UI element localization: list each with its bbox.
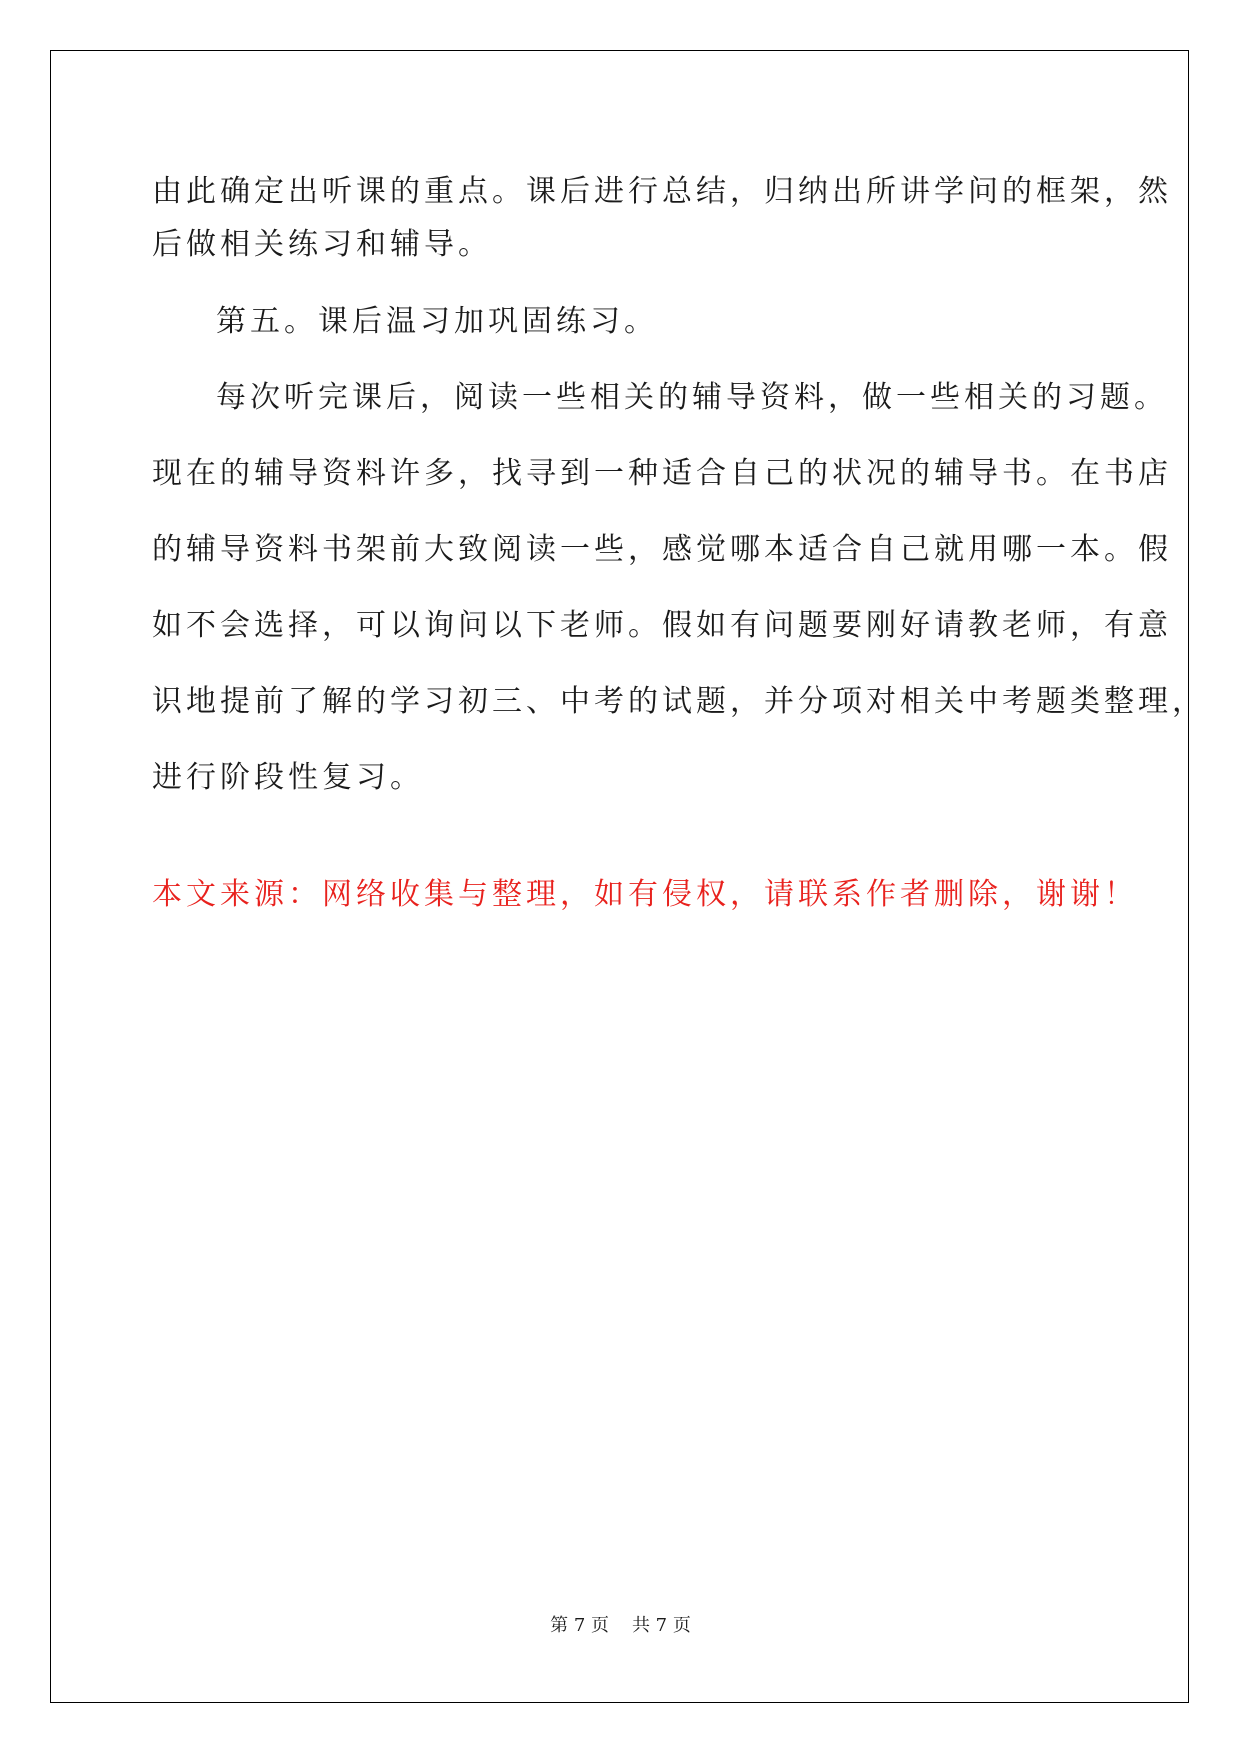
body-text-line: 如不会选择，可以询问以下老师。假如有问题要刚好请教老师，有意: [152, 608, 1172, 643]
body-text-line: 每次听完课后，阅读一些相关的辅导资料，做一些相关的习题。: [216, 380, 1168, 415]
body-text-line: 进行阶段性复习。: [152, 760, 424, 795]
body-text-line: 由此确定出听课的重点。课后进行总结，归纳出所讲学问的框架，然: [152, 174, 1172, 209]
body-text-line: 识地提前了解的学习初三、中考的试题，并分项对相关中考题类整理，: [152, 684, 1206, 719]
body-text-line: 后做相关练习和辅导。: [152, 227, 492, 262]
page-number-footer: 第 7 页 共 7 页: [550, 1615, 691, 1636]
source-disclaimer: 本文来源：网络收集与整理，如有侵权，请联系作者删除，谢谢！: [152, 877, 1138, 912]
body-text-line: 的辅导资料书架前大致阅读一些，感觉哪本适合自己就用哪一本。假: [152, 532, 1172, 567]
body-text-line: 现在的辅导资料许多，找寻到一种适合自己的状况的辅导书。在书店: [152, 456, 1172, 491]
section-heading: 第五。课后温习加巩固练习。: [216, 304, 658, 339]
